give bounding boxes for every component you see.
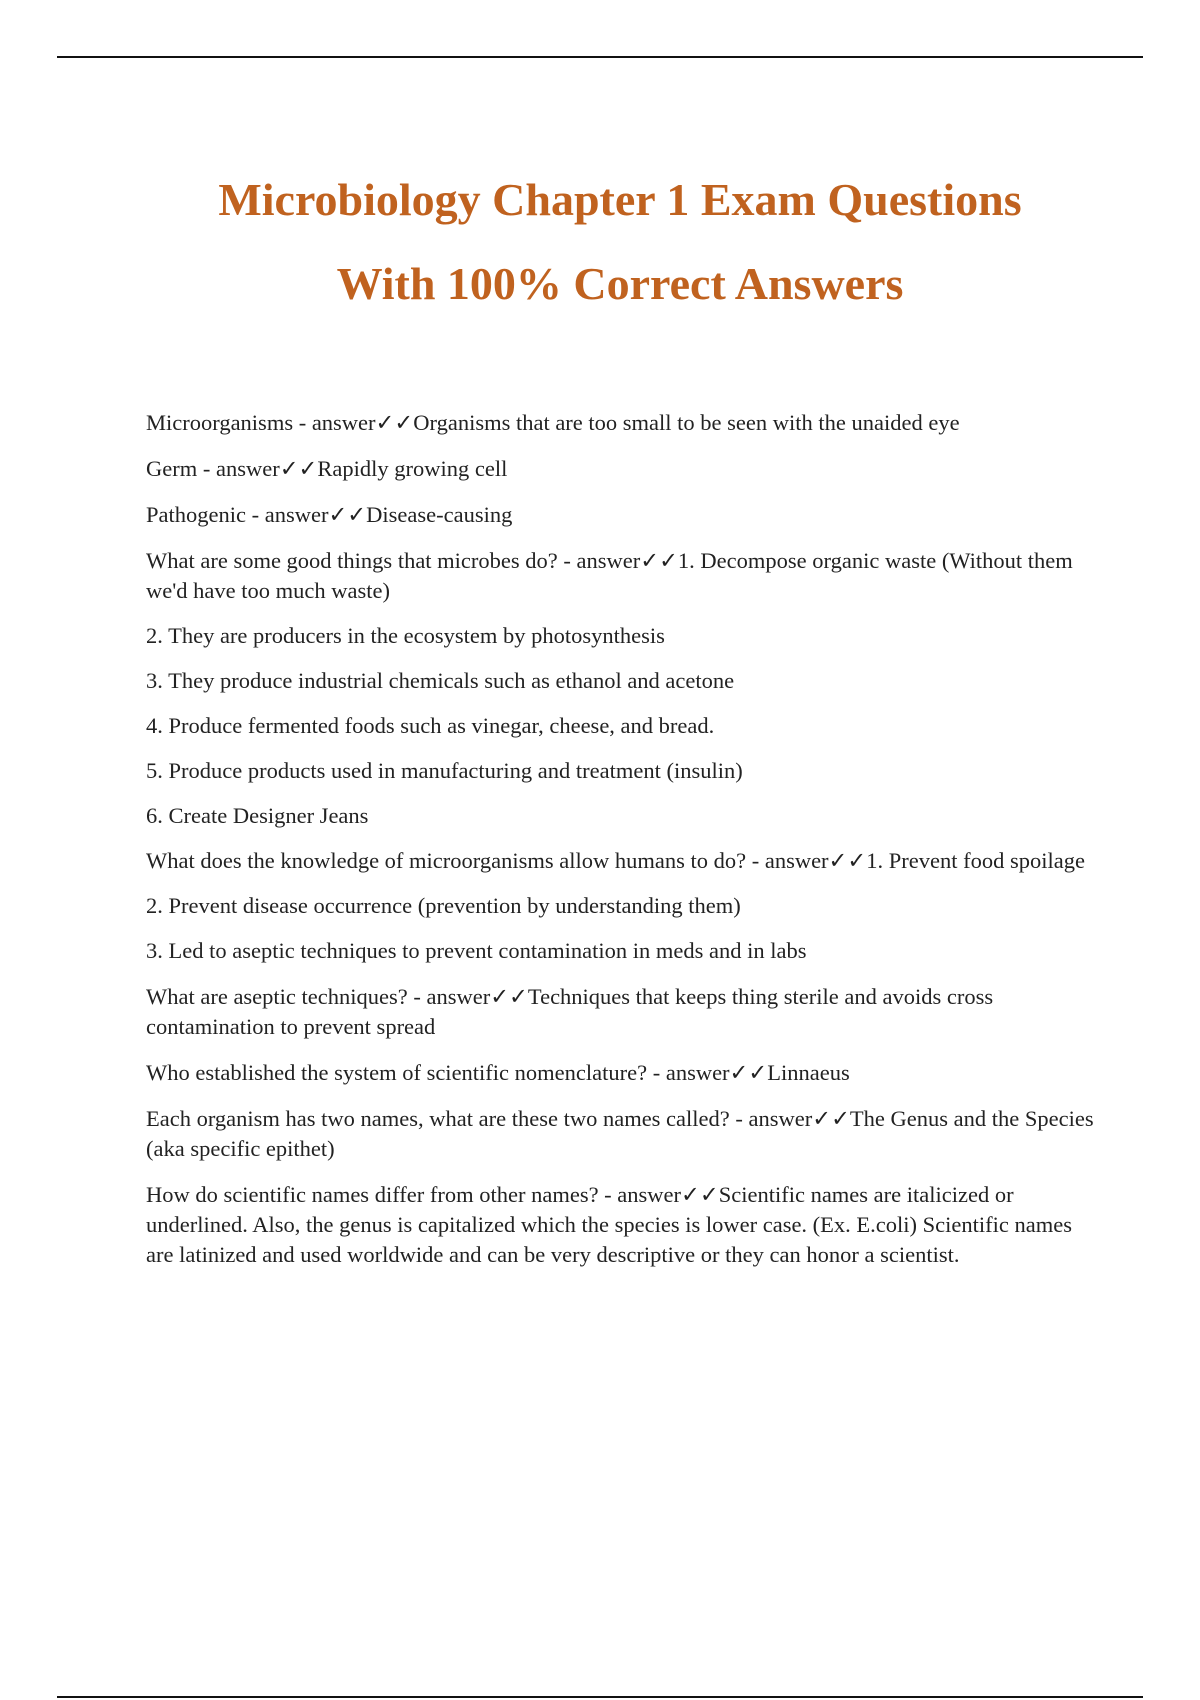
paragraph-knowledge-of-microorganisms: What does the knowledge of microorganisms allow humans to do? - answer✓✓1. Prevent food spoilage (146, 848, 1085, 873)
paragraph-good-things-microbes-do: What are some good things that microbes do? - answer✓✓1. Decompose organic waste (Without them we'd have too much waste) (146, 548, 1073, 603)
title-line-2: With 100% Correct Answers (336, 258, 904, 309)
list-item: 2. Prevent disease occurrence (prevention by understanding them) (146, 893, 741, 918)
paragraph-scientific-nomenclature: Who established the system of scientific nomenclature? - answer✓✓Linnaeus (146, 1060, 850, 1085)
paragraph-microorganisms: Microorganisms - answer✓✓Organisms that are too small to be seen with the unaided eye (146, 410, 960, 435)
list-item: 5. Produce products used in manufacturing and treatment (insulin) (146, 758, 743, 783)
paragraph-two-names: Each organism has two names, what are these two names called? - answer✓✓The Genus and the Species (aka specific epithet) (146, 1106, 1094, 1161)
list-item: 3. Led to aseptic techniques to prevent contamination in meds and in labs (146, 938, 807, 963)
list-item: 3. They produce industrial chemicals such as ethanol and acetone (146, 668, 735, 693)
document-body (146, 408, 1096, 1286)
paragraph-pathogenic: Pathogenic - answer✓✓Disease-causing (146, 502, 513, 527)
paragraph-scientific-names-differ: How do scientific names differ from other names? - answer✓✓Scientific names are italicized or underlined. Also, the genus is capitalized which the species is lower case. (Ex. E.coli) Scientific names are latinized and used worldwide and can be very descriptive or they can honor a scientist. (146, 1182, 1072, 1267)
list-item: 2. They are producers in the ecosystem by photosynthesis (146, 623, 665, 648)
list-item: 4. Produce fermented foods such as vinegar, cheese, and bread. (146, 713, 715, 738)
bottom-horizontal-rule (57, 1696, 1143, 1698)
paragraph-germ: Germ - answer✓✓Rapidly growing cell (146, 456, 508, 481)
top-horizontal-rule (57, 56, 1143, 58)
title-line-1: Microbiology Chapter 1 Exam Questions (218, 174, 1022, 225)
document-title (0, 158, 1200, 326)
paragraph-aseptic-techniques: What are aseptic techniques? - answer✓✓Techniques that keeps thing sterile and avoids cross contamination to prevent spread (146, 984, 994, 1039)
list-item: 6. Create Designer Jeans (146, 803, 369, 828)
